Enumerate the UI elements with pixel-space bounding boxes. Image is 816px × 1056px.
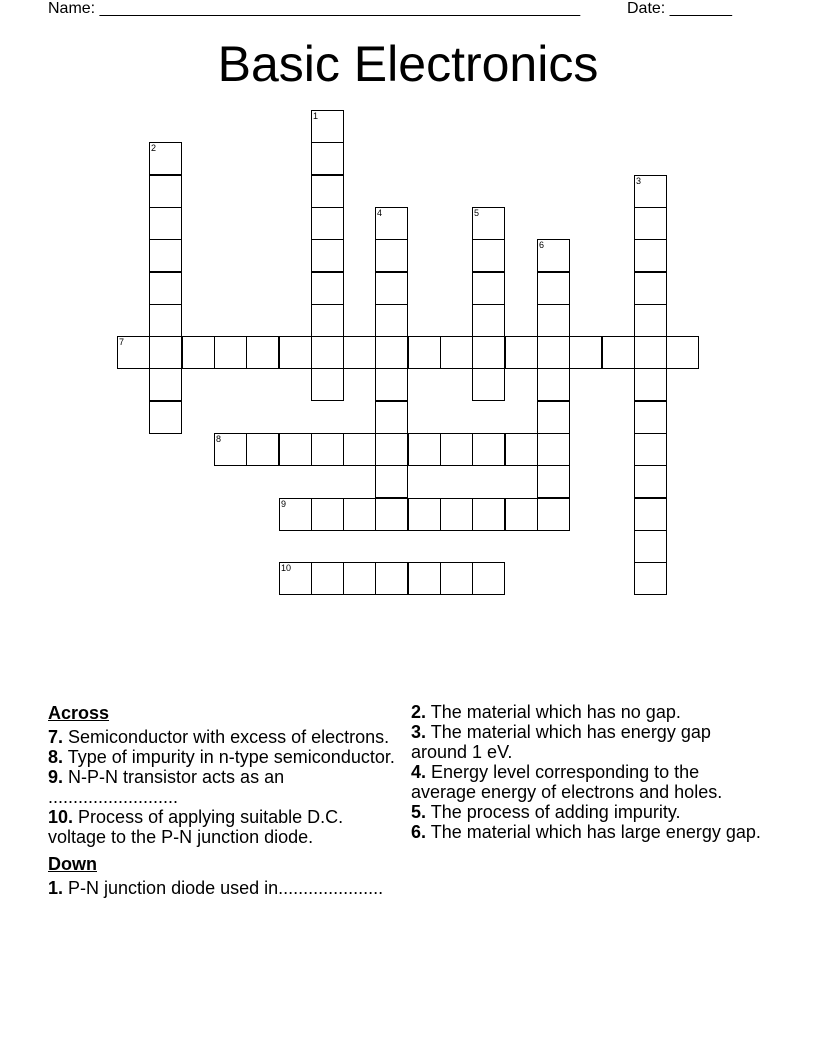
crossword-cell[interactable] — [634, 498, 667, 531]
crossword-cell[interactable] — [311, 239, 344, 272]
crossword-cell[interactable] — [634, 465, 667, 498]
crossword-cell[interactable] — [440, 562, 473, 595]
crossword-cell[interactable] — [311, 110, 344, 143]
crossword-cell[interactable] — [537, 498, 570, 531]
crossword-cell[interactable] — [343, 336, 376, 369]
crossword-cell[interactable] — [472, 272, 505, 305]
crossword-cell[interactable] — [311, 175, 344, 208]
clue-number-label: 1 — [313, 111, 319, 121]
clue-number-label: 10 — [281, 563, 292, 573]
crossword-cell[interactable] — [634, 433, 667, 466]
crossword-cell[interactable] — [311, 304, 344, 337]
crossword-cell[interactable] — [375, 207, 408, 240]
crossword-cell[interactable] — [505, 336, 538, 369]
crossword-cell[interactable] — [440, 433, 473, 466]
down-clue — [48, 878, 398, 898]
crossword-cell[interactable] — [408, 336, 441, 369]
clue-text: The process of adding impurity. — [430, 802, 681, 822]
crossword-cell[interactable] — [634, 175, 667, 208]
crossword-cell[interactable] — [214, 336, 247, 369]
crossword-cell[interactable] — [408, 562, 441, 595]
crossword-cell[interactable] — [634, 401, 667, 434]
crossword-cell[interactable] — [472, 562, 505, 595]
down-clue — [411, 722, 761, 762]
clue-number: 5. — [411, 802, 427, 822]
crossword-cell[interactable] — [311, 433, 344, 466]
clue-text: Energy level corresponding to the average energy of electrons and holes. — [411, 762, 723, 802]
crossword-cell[interactable] — [634, 368, 667, 401]
clues-left-column — [48, 702, 398, 898]
clue-text: Semiconductor with excess of electrons. — [68, 727, 390, 747]
crossword-cell[interactable] — [472, 433, 505, 466]
across-clue — [48, 767, 398, 807]
across-clue — [48, 807, 398, 847]
crossword-cell[interactable] — [375, 336, 408, 369]
crossword-cell[interactable] — [182, 336, 215, 369]
crossword-cell[interactable] — [537, 401, 570, 434]
crossword-cell[interactable] — [602, 336, 635, 369]
crossword-cell[interactable] — [537, 304, 570, 337]
page-title: Basic Electronics — [217, 36, 599, 92]
clue-number: 10. — [48, 807, 74, 827]
down-heading: Down — [48, 854, 97, 874]
crossword-cell[interactable] — [149, 142, 182, 175]
clue-text: The material which has energy gap around 1 eV. — [411, 722, 711, 762]
crossword-cell[interactable] — [343, 498, 376, 531]
crossword-cell[interactable] — [375, 272, 408, 305]
crossword-cell[interactable] — [440, 336, 473, 369]
clue-text: Type of impurity in n-type semiconductor. — [67, 747, 395, 767]
clue-number: 3. — [411, 722, 427, 742]
crossword-cell[interactable] — [246, 433, 279, 466]
clue-number: 8. — [48, 747, 64, 767]
across-clue — [48, 727, 398, 747]
down-clue — [411, 802, 761, 822]
crossword-cell[interactable] — [311, 142, 344, 175]
clue-number-label: 7 — [119, 337, 125, 347]
across-heading: Across — [48, 703, 110, 723]
crossword-cell[interactable] — [634, 562, 667, 595]
crossword-cell[interactable] — [472, 207, 505, 240]
crossword-cell[interactable] — [375, 368, 408, 401]
clue-number-label: 6 — [539, 240, 545, 250]
crossword-cell[interactable] — [149, 368, 182, 401]
clue-text: N-P-N transistor acts as an .......................... — [48, 767, 285, 807]
crossword-cell[interactable] — [375, 239, 408, 272]
crossword-cell[interactable] — [634, 207, 667, 240]
crossword-cell[interactable] — [472, 304, 505, 337]
crossword-cell[interactable] — [408, 498, 441, 531]
crossword-cell[interactable] — [311, 368, 344, 401]
crossword-cell[interactable] — [279, 562, 312, 595]
crossword-cell[interactable] — [634, 530, 667, 563]
crossword-cell[interactable] — [149, 272, 182, 305]
crossword-cell[interactable] — [569, 336, 602, 369]
clue-number: 7. — [48, 727, 64, 747]
clue-number-label: 4 — [377, 208, 383, 218]
clues-right-column — [411, 702, 761, 842]
crossword-cell[interactable] — [117, 336, 150, 369]
crossword-cell[interactable] — [375, 433, 408, 466]
crossword-cell[interactable] — [537, 239, 570, 272]
name-field-label: Name: ______________________________________________________ — [48, 0, 581, 17]
crossword-cell[interactable] — [311, 272, 344, 305]
crossword-cell[interactable] — [311, 336, 344, 369]
down-clue — [411, 702, 761, 722]
crossword-cell[interactable] — [214, 433, 247, 466]
crossword-cell[interactable] — [505, 433, 538, 466]
crossword-cell[interactable] — [537, 433, 570, 466]
crossword-cell[interactable] — [537, 368, 570, 401]
crossword-cell[interactable] — [279, 498, 312, 531]
crossword-cell[interactable] — [149, 175, 182, 208]
crossword-cell[interactable] — [343, 562, 376, 595]
crossword-cell[interactable] — [537, 465, 570, 498]
crossword-cell[interactable] — [311, 207, 344, 240]
crossword-cell[interactable] — [279, 336, 312, 369]
crossword-cell[interactable] — [149, 207, 182, 240]
crossword-cell[interactable] — [634, 304, 667, 337]
clue-number-label: 2 — [151, 143, 157, 153]
crossword-cell[interactable] — [375, 562, 408, 595]
clue-number-label: 3 — [636, 176, 642, 186]
clue-text: The material which has large energy gap. — [430, 822, 761, 842]
crossword-cell[interactable] — [505, 498, 538, 531]
crossword-cell[interactable] — [311, 562, 344, 595]
crossword-cell[interactable] — [472, 336, 505, 369]
crossword-cell[interactable] — [149, 336, 182, 369]
crossword-cell[interactable] — [537, 272, 570, 305]
crossword-cell[interactable] — [149, 304, 182, 337]
crossword-cell[interactable] — [343, 433, 376, 466]
clue-number: 1. — [48, 878, 64, 898]
crossword-cell[interactable] — [472, 498, 505, 531]
crossword-cell[interactable] — [666, 336, 699, 369]
down-clue — [411, 762, 761, 802]
crossword-cell[interactable] — [634, 239, 667, 272]
crossword-cell[interactable] — [149, 239, 182, 272]
across-clue — [48, 747, 398, 767]
crossword-cell[interactable] — [279, 433, 312, 466]
clue-number: 6. — [411, 822, 427, 842]
clue-text: Process of applying suitable D.C. voltage to the P-N junction diode. — [48, 807, 344, 847]
crossword-cell[interactable] — [375, 401, 408, 434]
clue-number: 4. — [411, 762, 427, 782]
crossword-cell[interactable] — [408, 433, 441, 466]
crossword-cell[interactable] — [311, 498, 344, 531]
crossword-cell[interactable] — [537, 336, 570, 369]
crossword-cell[interactable] — [440, 498, 473, 531]
clue-text: The material which has no gap. — [430, 702, 681, 722]
crossword-cell[interactable] — [472, 368, 505, 401]
clue-number-label: 8 — [216, 434, 222, 444]
crossword-cell[interactable] — [375, 304, 408, 337]
clue-text: P-N junction diode used in..................... — [68, 878, 384, 898]
date-field-label: Date: _______ — [627, 0, 732, 17]
crossword-cell[interactable] — [634, 272, 667, 305]
crossword-cell[interactable] — [375, 498, 408, 531]
crossword-cell[interactable] — [472, 239, 505, 272]
clue-number: 9. — [48, 767, 64, 787]
clue-number-label: 5 — [474, 208, 480, 218]
clue-number: 2. — [411, 702, 427, 722]
crossword-cell[interactable] — [246, 336, 279, 369]
crossword-cell[interactable] — [149, 401, 182, 434]
down-clue — [411, 822, 761, 842]
clue-number-label: 9 — [281, 499, 287, 509]
crossword-cell[interactable] — [375, 465, 408, 498]
crossword-cell[interactable] — [634, 336, 667, 369]
